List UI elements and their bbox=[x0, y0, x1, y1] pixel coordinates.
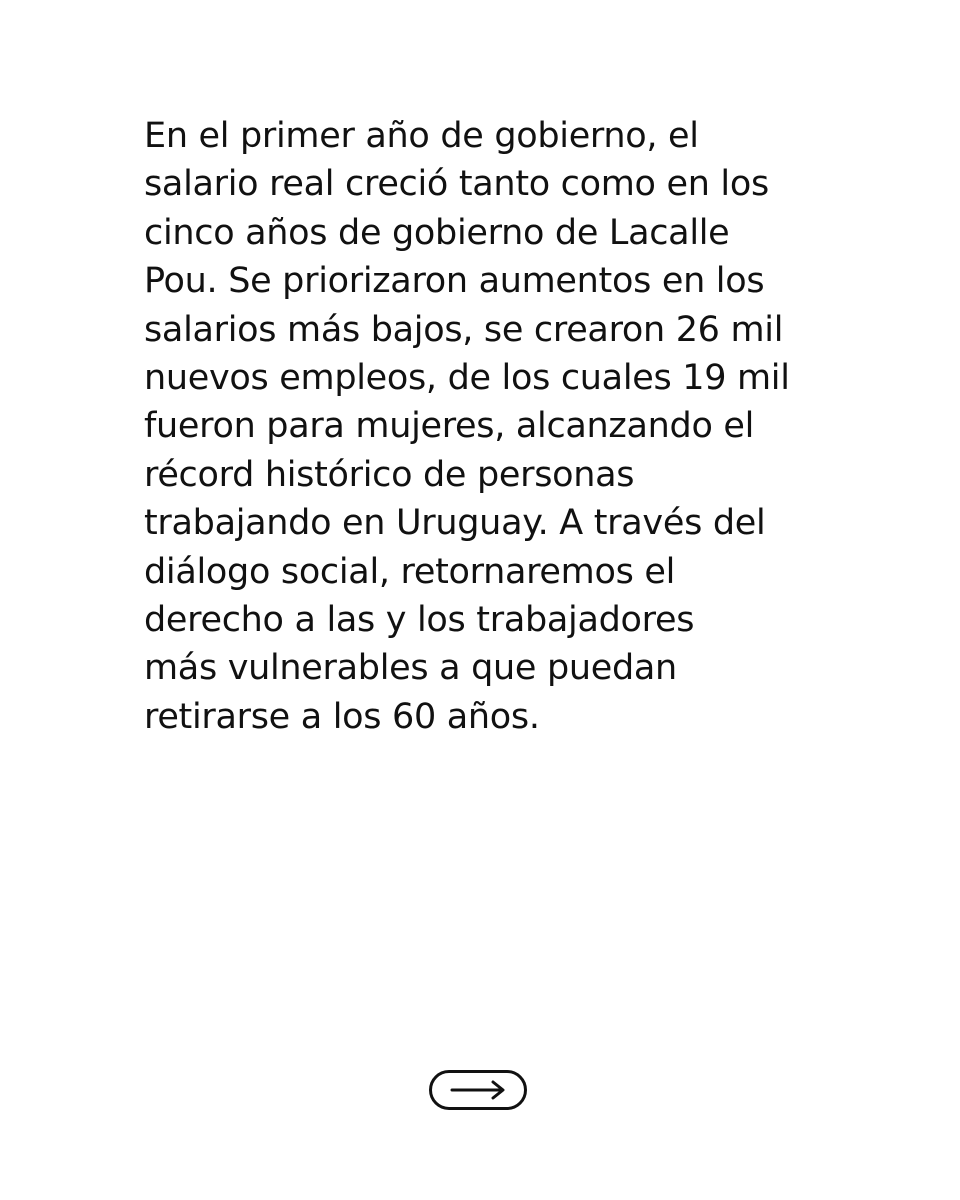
paragraph-line: fueron para mujeres, alcanzando el bbox=[144, 406, 755, 447]
paragraph-line: trabajando en Uruguay. A través del bbox=[144, 503, 766, 544]
paragraph-line: diálogo social, retornaremos el bbox=[144, 551, 675, 592]
paragraph-line: En el primer año de gobierno, el bbox=[144, 116, 699, 156]
body-paragraph bbox=[144, 112, 844, 741]
next-slide-button[interactable] bbox=[429, 1070, 527, 1110]
paragraph-line: derecho a las y los trabajadores bbox=[144, 600, 695, 641]
paragraph-line: récord histórico de personas bbox=[144, 454, 635, 495]
paragraph-line: cinco años de gobierno de Lacalle bbox=[144, 212, 730, 253]
paragraph-line: retirarse a los 60 años. bbox=[144, 696, 540, 737]
arrow-right-icon bbox=[448, 1080, 508, 1100]
paragraph-line: salarios más bajos, se crearon 26 mil bbox=[144, 309, 784, 350]
paragraph-line: Pou. Se priorizaron aumentos en los bbox=[144, 261, 765, 302]
paragraph-line: más vulnerables a que puedan bbox=[144, 648, 677, 689]
paragraph-line: nuevos empleos, de los cuales 19 mil bbox=[144, 358, 790, 399]
paragraph-line: salario real creció tanto como en los bbox=[144, 164, 769, 205]
